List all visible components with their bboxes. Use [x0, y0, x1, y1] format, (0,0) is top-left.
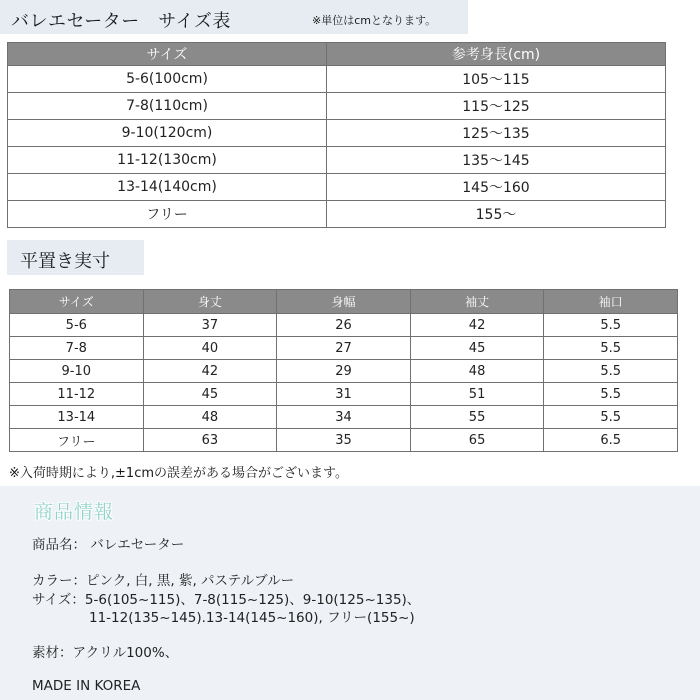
table-cell: 31	[277, 383, 411, 406]
product-material: 素材：アクリル100%、	[32, 645, 179, 661]
table-row	[8, 201, 666, 228]
table-cell: 26	[277, 314, 411, 337]
column-header-size: サイズ	[10, 290, 144, 314]
table-cell: 9-10	[10, 360, 144, 383]
table-row	[8, 174, 666, 201]
table-row	[8, 120, 666, 147]
table-cell: 37	[143, 314, 277, 337]
table-cell: 11-12	[10, 383, 144, 406]
height-cell: 125〜135	[327, 120, 666, 147]
table-cell: 35	[277, 429, 411, 452]
table-cell: 29	[277, 360, 411, 383]
table-cell: 13-14	[10, 406, 144, 429]
table-row	[10, 383, 678, 406]
table-cell: 34	[277, 406, 411, 429]
column-header-sleeve-length: 袖丈	[410, 290, 544, 314]
column-header-cuff: 袖口	[544, 290, 678, 314]
table-cell: 63	[143, 429, 277, 452]
table-cell: フリー	[10, 429, 144, 452]
size-cell: フリー	[8, 201, 327, 228]
height-cell: 115〜125	[327, 93, 666, 120]
height-cell: 155〜	[327, 201, 666, 228]
table-row	[8, 147, 666, 174]
table-row	[8, 93, 666, 120]
table-cell: 42	[143, 360, 277, 383]
table-cell: 48	[143, 406, 277, 429]
product-sizes-line-2: 11-12(135~145).13-14(145~160), フリー(155~)	[89, 610, 415, 626]
table-cell: 45	[143, 383, 277, 406]
table-cell: 40	[143, 337, 277, 360]
column-header-body-width: 身幅	[277, 290, 411, 314]
size-cell: 7-8(110cm)	[8, 93, 327, 120]
table-row	[10, 314, 678, 337]
height-cell: 145〜160	[327, 174, 666, 201]
column-header-height: 参考身長(cm)	[327, 43, 666, 66]
table-cell: 5.5	[544, 406, 678, 429]
tolerance-footnote: ※入荷時期により,±1cmの誤差がある場合がございます。	[9, 466, 348, 481]
table-row	[10, 360, 678, 383]
table-cell: 48	[410, 360, 544, 383]
measurement-table	[9, 289, 678, 452]
table-cell: 5.5	[544, 337, 678, 360]
table-cell: 5.5	[544, 314, 678, 337]
product-origin: MADE IN KOREA	[32, 678, 141, 694]
table-cell: 51	[410, 383, 544, 406]
product-colors: カラー：ピンク, 白, 黒, 紫, パステルブルー	[32, 573, 295, 589]
unit-note: ※単位はcmとなります。	[312, 14, 437, 27]
table-row	[10, 406, 678, 429]
flat-measure-heading: 平置き実寸	[20, 251, 110, 272]
height-cell: 105〜115	[327, 66, 666, 93]
table-row	[10, 429, 678, 452]
size-cell: 13-14(140cm)	[8, 174, 327, 201]
size-cell: 11-12(130cm)	[8, 147, 327, 174]
height-cell: 135〜145	[327, 147, 666, 174]
table-cell: 7-8	[10, 337, 144, 360]
page-title: バレエセーター サイズ表	[11, 11, 231, 32]
product-sizes-line-1: サイズ：5-6(105~115)、7-8(115~125)、9-10(125~135)、	[32, 592, 421, 608]
size-cell: 5-6(100cm)	[8, 66, 327, 93]
table-cell: 5-6	[10, 314, 144, 337]
column-header-body-length: 身丈	[143, 290, 277, 314]
table-cell: 65	[410, 429, 544, 452]
table-cell: 45	[410, 337, 544, 360]
table-cell: 5.5	[544, 383, 678, 406]
table-cell: 42	[410, 314, 544, 337]
table-cell: 6.5	[544, 429, 678, 452]
size-cell: 9-10(120cm)	[8, 120, 327, 147]
column-header-size: サイズ	[8, 43, 327, 66]
size-reference-table	[7, 42, 666, 228]
product-name: 商品名： バレエセーター	[32, 537, 185, 553]
table-cell: 55	[410, 406, 544, 429]
table-row	[8, 66, 666, 93]
table-row	[10, 337, 678, 360]
table-cell: 27	[277, 337, 411, 360]
product-info-heading: 商品情報	[34, 501, 115, 523]
table-cell: 5.5	[544, 360, 678, 383]
